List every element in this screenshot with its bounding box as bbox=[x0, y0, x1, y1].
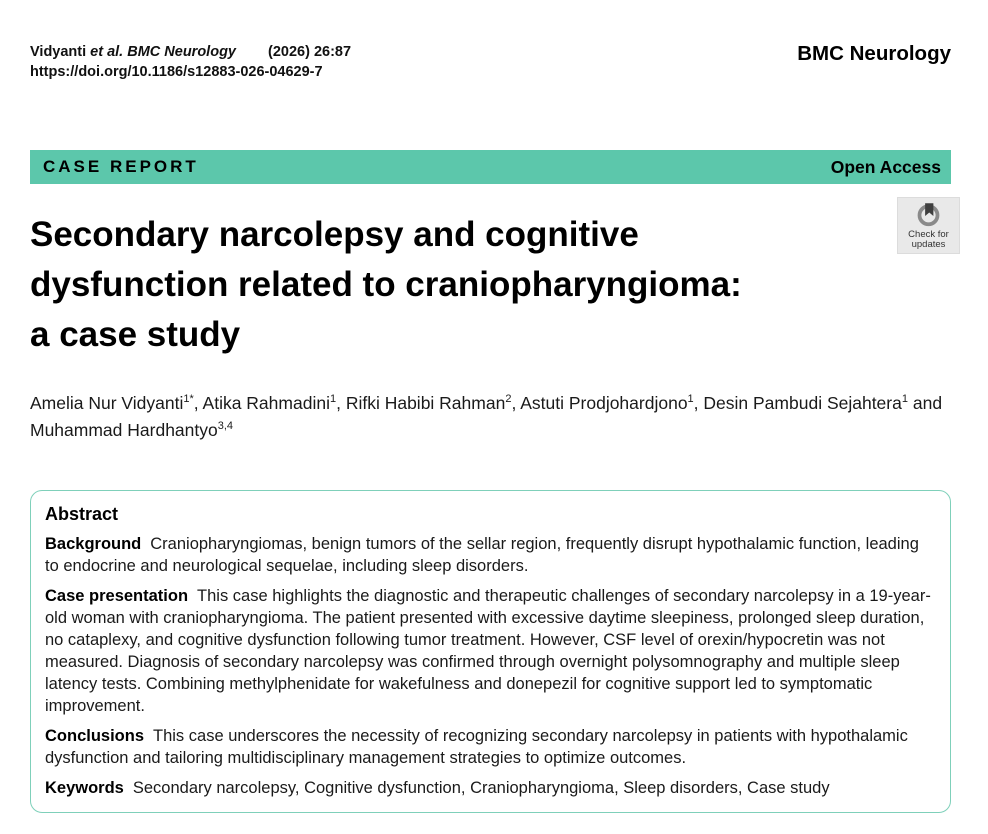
section-label: Keywords bbox=[45, 779, 124, 797]
section-label: Case presentation bbox=[45, 587, 189, 605]
author: Desin Pambudi Sejahtera$^1$ bbox=[703, 393, 908, 413]
journal-name: BMC Neurology bbox=[797, 42, 951, 65]
author-affiliation-sup: 1* bbox=[183, 393, 194, 406]
author: Rifki Habibi Rahman$^2$, bbox=[345, 393, 521, 413]
citation-volume-page: (2026) 26:87 bbox=[268, 44, 352, 60]
article-type-label: CASE REPORT bbox=[43, 157, 199, 176]
author-affiliation-sup: 1 bbox=[901, 393, 908, 406]
section-label: Background bbox=[45, 535, 142, 553]
author-affiliation-sup: 1 bbox=[329, 393, 337, 406]
title-line-1: Secondary narcolepsy and cognitive bbox=[30, 215, 639, 254]
abstract-heading: Abstract bbox=[45, 504, 119, 524]
open-access-label: Open Access bbox=[830, 156, 941, 177]
citation-journal-italic: et al. BMC Neurology bbox=[90, 44, 236, 60]
article-type-banner bbox=[30, 150, 951, 184]
doi-link[interactable]: https://doi.org/10.1186/s12883-026-04629-7 bbox=[30, 64, 323, 80]
section-text: Craniopharyngiomas, benign tumors of the sellar region, frequently disrupt hypothalamic function, leading to endocrine and neurological sequelae, including sleep disorders. bbox=[45, 535, 919, 575]
abstract-section-case-presentation bbox=[45, 585, 934, 717]
author-affiliation-sup: 3,4 bbox=[217, 420, 234, 433]
article-title bbox=[30, 210, 910, 360]
abstract-section-keywords bbox=[45, 777, 934, 799]
section-text: This case underscores the necessity of recognizing secondary narcolepsy in patients with hypothalamic dysfunction and tailoring multidisciplinary management strategies to optimize outcomes. bbox=[45, 727, 908, 767]
section-label: Conclusions bbox=[45, 727, 145, 745]
author: Atika Rahmadini$^1$, bbox=[202, 393, 346, 413]
authors-line bbox=[30, 390, 952, 444]
section-text: Secondary narcolepsy, Cognitive dysfunction, Craniopharyngioma, Sleep disorders, Case study bbox=[132, 779, 830, 797]
abstract-box bbox=[30, 490, 951, 813]
author-affiliation-sup: 1 bbox=[687, 393, 694, 406]
title-line-2: dysfunction related to craniopharyngioma: bbox=[30, 265, 742, 304]
author: and Muhammad Hardhantyo$^{3,4}$ bbox=[30, 393, 943, 440]
badge-label: Check for updates bbox=[908, 228, 949, 250]
author: Amelia Nur Vidyanti$^{1*}$, bbox=[30, 393, 203, 413]
citation-author: Vidyanti bbox=[30, 44, 91, 60]
author-affiliation-sup: 2 bbox=[505, 393, 512, 406]
abstract-section-background bbox=[45, 533, 934, 577]
section-text: This case highlights the diagnostic and therapeutic challenges of secondary narcolepsy in a 19-year-old woman with craniopharyngioma. The patient presented with excessive daytime sleepiness, prolonged sleep duration, no cataplexy, and cognitive dysfunction following tumor treatment. However, CSF level of orexin/hypocretin was not measured. Diagnosis of secondary narcolepsy was confirmed through overnight polysomnography and multiple sleep latency tests. Combining methylphenidate for wakefulness and donepezil for cognitive support led to symptomatic improvement. bbox=[45, 587, 931, 715]
abstract-section-conclusions bbox=[45, 725, 934, 769]
citation-line bbox=[30, 42, 351, 82]
author: Astuti Prodjohardjono$^1$, bbox=[520, 393, 704, 413]
title-line-3: a case study bbox=[30, 315, 241, 354]
crossmark-bookmark-icon bbox=[915, 201, 942, 230]
